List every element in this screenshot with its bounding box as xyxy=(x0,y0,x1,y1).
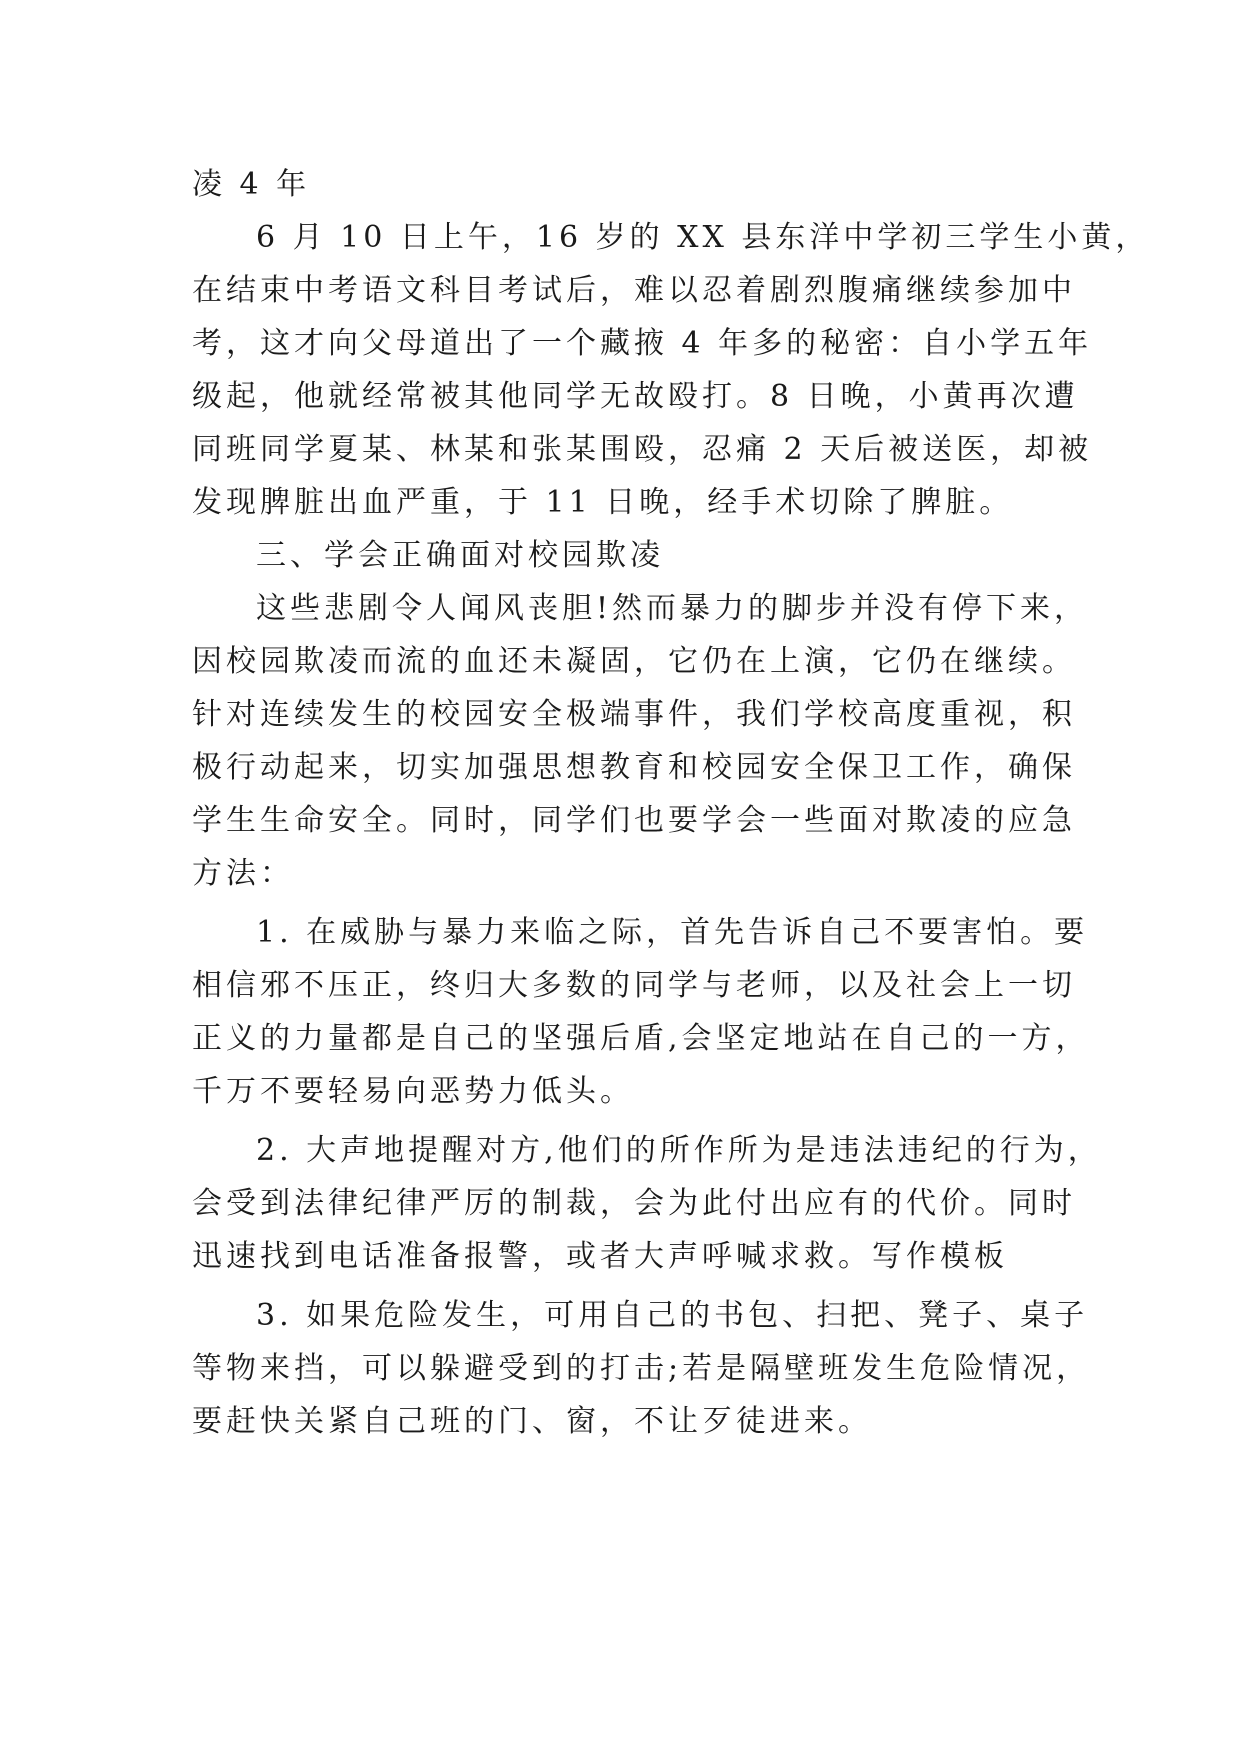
text-line: 千万不要轻易向恶势力低头。 xyxy=(192,1074,634,1109)
text-line: 会受到法律纪律严厉的制裁，会为此付出应有的代价。同时 xyxy=(192,1186,1076,1221)
text-line: 级起，他就经常被其他同学无故殴打。8 日晚，小黄再次遭 xyxy=(192,379,1079,414)
text-line: 针对连续发生的校园安全极端事件，我们学校高度重视，积 xyxy=(192,697,1076,732)
document-body xyxy=(192,158,1150,1448)
text-line: 考，这才向父母道出了一个藏掖 4 年多的秘密：自小学五年 xyxy=(192,326,1093,361)
text-line: 凌 4 年 xyxy=(192,167,311,202)
text-line: 在结束中考语文科目考试后，难以忍着剧烈腹痛继续参加中 xyxy=(192,273,1076,308)
paragraph-line: 6 月 10 日上午，16 岁的 XX 县东洋中学初三学生小黄， xyxy=(256,220,1150,255)
text-line: 极行动起来，切实加强思想教育和校园安全保卫工作，确保 xyxy=(192,750,1076,785)
paragraph-line: 这些悲剧令人闻风丧胆!然而暴力的脚步并没有停下来， xyxy=(256,591,1089,626)
list-item-1: 1. 在威胁与暴力来临之际，首先告诉自己不要害怕。要 xyxy=(256,915,1089,950)
text-line: 迅速找到电话准备报警，或者大声呼喊求救。写作模板 xyxy=(192,1239,1008,1274)
text-line: 相信邪不压正，终归大多数的同学与老师，以及社会上一切 xyxy=(192,968,1076,1003)
list-item-3: 3. 如果危险发生，可用自己的书包、扫把、凳子、桌子 xyxy=(256,1298,1089,1333)
text-line: 因校园欺凌而流的血还未凝固，它仍在上演，它仍在继续。 xyxy=(192,644,1076,679)
text-line: 要赶快关紧自己班的门、窗，不让歹徒进来。 xyxy=(192,1404,872,1439)
text-line: 正义的力量都是自己的坚强后盾,会坚定地站在自己的一方， xyxy=(192,1021,1090,1056)
text-line: 同班同学夏某、林某和张某围殴，忍痛 2 天后被送医，却被 xyxy=(192,432,1093,467)
text-line: 学生生命安全。同时，同学们也要学会一些面对欺凌的应急 xyxy=(192,803,1076,838)
section-heading: 三、学会正确面对校园欺凌 xyxy=(256,538,664,573)
list-item-2: 2. 大声地提醒对方,他们的所作所为是违法违纪的行为， xyxy=(256,1133,1102,1168)
text-line: 等物来挡，可以躲避受到的打击;若是隔壁班发生危险情况， xyxy=(192,1351,1091,1386)
text-line: 方法： xyxy=(192,856,294,891)
text-line: 发现脾脏出血严重，于 11 日晚，经手术切除了脾脏。 xyxy=(192,485,1014,520)
